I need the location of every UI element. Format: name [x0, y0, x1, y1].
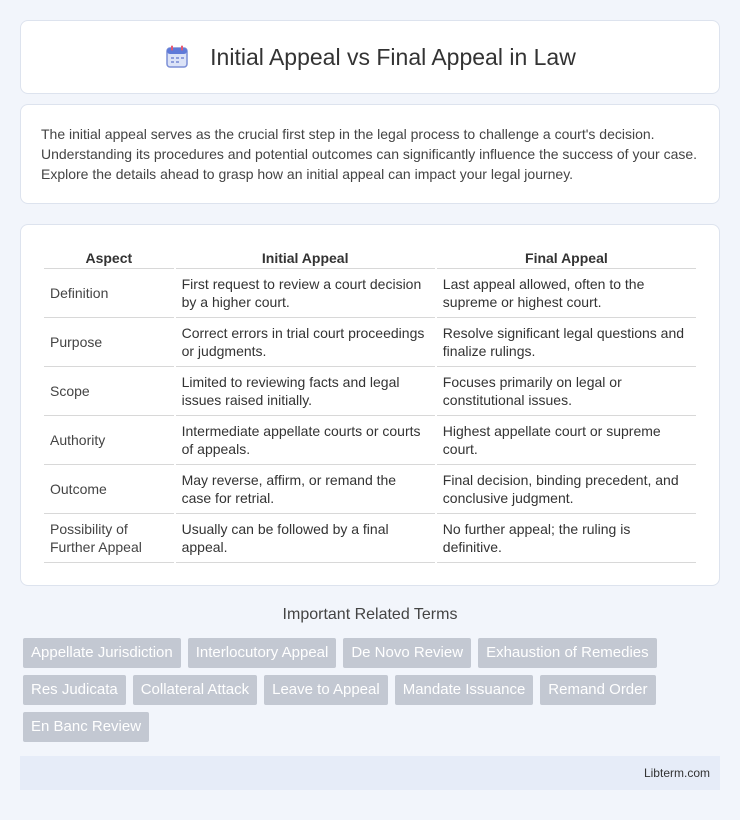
related-term-tag[interactable]: Mandate Issuance: [395, 675, 534, 705]
table-cell-initial: Limited to reviewing facts and legal issues raised initially.: [176, 367, 435, 416]
footer: [20, 756, 720, 790]
intro-card: [20, 104, 720, 204]
table-cell-aspect: Scope: [44, 367, 174, 416]
column-header-final-appeal: Final Appeal: [437, 245, 696, 269]
table-cell-final: Last appeal allowed, often to the supreme or highest court.: [437, 269, 696, 318]
table-row: [44, 367, 696, 416]
comparison-table: [42, 245, 698, 563]
table-cell-initial: Intermediate appellate courts or courts of appeals.: [176, 416, 435, 465]
table-cell-aspect: Authority: [44, 416, 174, 465]
calendar-icon: [164, 44, 190, 70]
related-term-tag[interactable]: Collateral Attack: [133, 675, 257, 705]
table-cell-final: Final decision, binding precedent, and conclusive judgment.: [437, 465, 696, 514]
related-terms-title: Important Related Terms: [282, 606, 458, 623]
table-cell-aspect: Possibility of Further Appeal: [44, 514, 174, 563]
table-cell-initial: May reverse, affirm, or remand the case for retrial.: [176, 465, 435, 514]
column-header-initial-appeal: Initial Appeal: [176, 245, 435, 269]
column-header-aspect: Aspect: [44, 245, 174, 269]
table-row: [44, 514, 696, 563]
related-term-tag[interactable]: Res Judicata: [23, 675, 126, 705]
table-row: [44, 269, 696, 318]
related-term-tag[interactable]: En Banc Review: [23, 712, 149, 742]
page-title: Initial Appeal vs Final Appeal in Law: [210, 43, 576, 70]
table-row: [44, 465, 696, 514]
table-cell-aspect: Outcome: [44, 465, 174, 514]
related-term-tag[interactable]: Appellate Jurisdiction: [23, 638, 181, 668]
intro-text: The initial appeal serves as the crucial first step in the legal process to challenge a court's decision. Understanding its procedures and potential outcomes can significantly influence the success of your case. Explore the details ahead to grasp how an initial appeal can impact your legal journey.: [41, 126, 698, 182]
table-cell-final: Highest appellate court or supreme court.: [437, 416, 696, 465]
table-cell-final: Resolve significant legal questions and finalize rulings.: [437, 318, 696, 367]
related-term-tag[interactable]: Leave to Appeal: [264, 675, 388, 705]
table-cell-final: Focuses primarily on legal or constitutional issues.: [437, 367, 696, 416]
table-row: [44, 416, 696, 465]
table-row: [44, 318, 696, 367]
table-header-row: [44, 245, 696, 269]
table-cell-initial: Correct errors in trial court proceedings or judgments.: [176, 318, 435, 367]
table-cell-initial: First request to review a court decision by a higher court.: [176, 269, 435, 318]
related-term-tag[interactable]: Remand Order: [540, 675, 655, 705]
table-cell-aspect: Definition: [44, 269, 174, 318]
table-cell-aspect: Purpose: [44, 318, 174, 367]
comparison-card: [20, 224, 720, 586]
table-cell-initial: Usually can be followed by a final appeal.: [176, 514, 435, 563]
related-term-tag[interactable]: De Novo Review: [343, 638, 471, 668]
related-term-tag[interactable]: Interlocutory Appeal: [188, 638, 337, 668]
related-term-tag[interactable]: Exhaustion of Remedies: [478, 638, 657, 668]
footer-site-link[interactable]: Libterm.com: [643, 766, 710, 780]
related-terms-list: [23, 638, 703, 742]
table-cell-final: No further appeal; the ruling is definitive.: [437, 514, 696, 563]
title-card: [20, 20, 720, 94]
